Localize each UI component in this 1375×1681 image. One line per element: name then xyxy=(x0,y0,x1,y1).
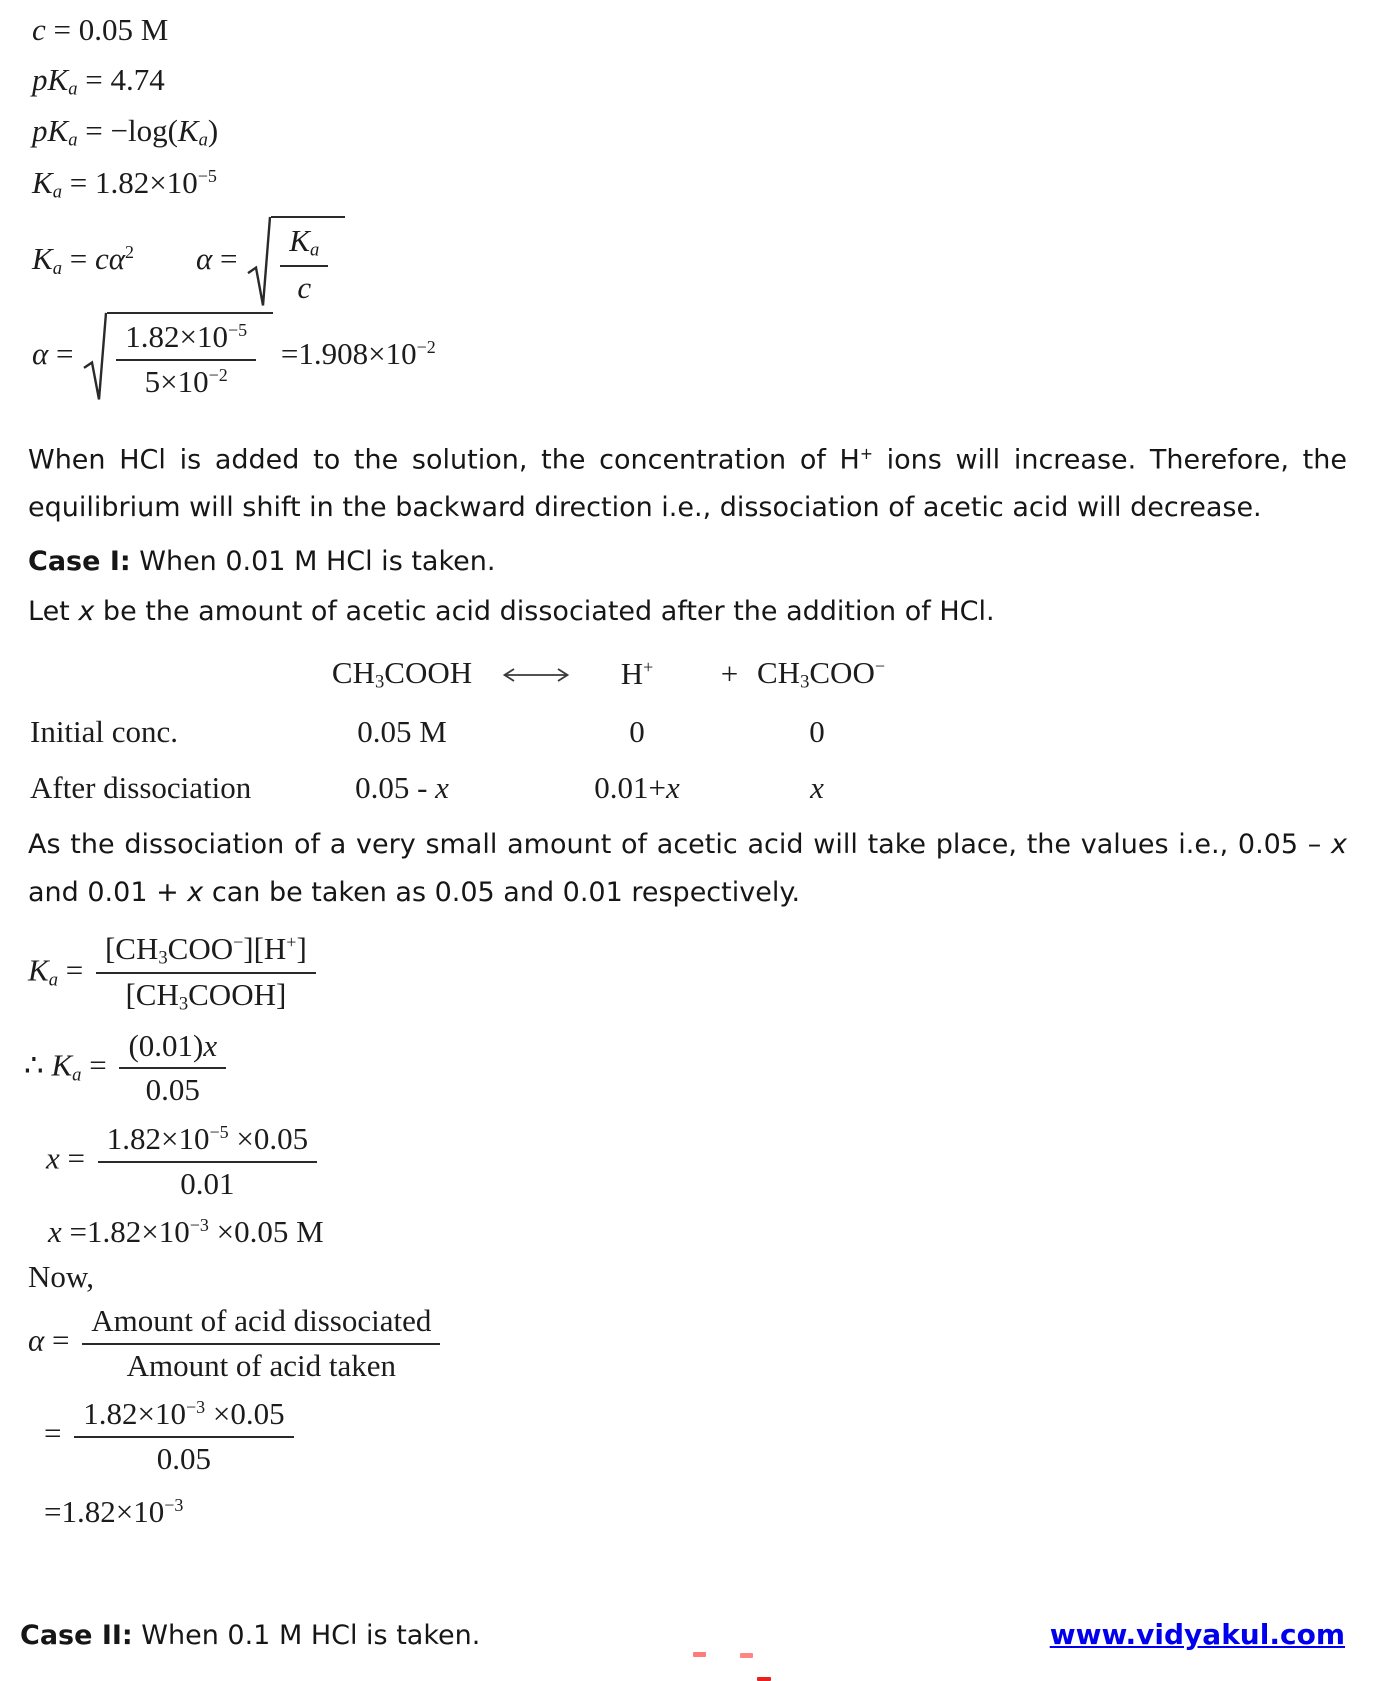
radical-icon xyxy=(83,312,107,402)
table-header-ch3coo-minus: CH3COO− xyxy=(757,654,885,693)
radical-icon xyxy=(247,216,271,308)
text-now: Now, xyxy=(28,1258,95,1294)
formula-ka-substituted: ∴ Ka = $\frac{(0.01)x}{0.05}$ xyxy=(24,1028,1347,1109)
vidyakul-link[interactable]: www.vidyakul.com xyxy=(1049,1618,1345,1651)
formula-alpha-definition: α = $\frac{\text{Amount of acid dissociated}}{\text{Amount of acid taken}}$ xyxy=(28,1303,1347,1384)
table-row2-h-plus: 0.01+x xyxy=(594,770,680,806)
formula-pka-value: pKa = 4.74 xyxy=(32,61,165,100)
formula-ka-alpha-relation: $Ka = c\alpha^2$ α = $\frac{Ka}{c}$ xyxy=(32,216,1347,308)
red-artifact xyxy=(757,1677,771,1681)
formula-x-value: $x =1.82\times 10^{-3} \times 0.05$ M xyxy=(48,1214,324,1250)
table-row1-label: Initial conc. xyxy=(30,713,179,749)
table-row2-ch3cooh: 0.05 - x xyxy=(355,770,449,806)
formula-ka-value: $Ka = 1.82\times 10^{-5}$ xyxy=(32,164,217,203)
table-row1-ch3cooh: 0.05 M xyxy=(357,713,447,749)
paragraph-approximation: As the dissociation of a very small amount of acetic acid will take place, the values i.e., 0.05 – x and 0.01 + x can be taken as 0.05 and 0.01 respectively. xyxy=(28,828,1347,908)
table-header-h-plus: H+ xyxy=(620,655,654,691)
ice-table xyxy=(30,654,1347,806)
formula-alpha-result: $=1.82\times 10^{-3}$ xyxy=(44,1493,184,1529)
line-case-2: Case II: When 0.1 M HCl is taken. xyxy=(20,1620,481,1651)
red-artifact xyxy=(740,1653,753,1658)
equilibrium-arrow-cell xyxy=(492,654,572,693)
table-row2-ch3coo: x xyxy=(810,770,824,806)
table-header-plus-sign: + xyxy=(720,655,739,691)
table-row2-label: After dissociation xyxy=(30,770,252,806)
footer-row xyxy=(20,1614,1345,1658)
red-artifact xyxy=(693,1652,706,1657)
formula-block-top xyxy=(28,10,1347,420)
table-header-ch3cooh: CH3COOH xyxy=(331,654,473,693)
line-case-1: Case I: When 0.01 M HCl is taken. xyxy=(28,546,496,578)
formula-block-bottom xyxy=(24,930,1347,1531)
formula-pka-definition: pKa = −log(Ka) xyxy=(32,113,219,151)
equilibrium-arrow-icon xyxy=(498,665,574,685)
paragraph-equilibrium-shift: When HCl is added to the solution, the concentration of H+ ions will increase. Therefore, the equilibrium will shift in the backward direction i.e., dissociation of acetic acid will decrease. xyxy=(28,443,1347,524)
formula-alpha-calculation: α = $\frac{1.82\times 10^{-5}}{5\times 10^{-2}}$ $=1.908\times 10^{-2}$ xyxy=(32,312,1347,402)
table-row1-ch3coo: 0 xyxy=(809,713,825,749)
table-row1-h-plus: 0 xyxy=(629,713,645,749)
formula-ka-expression: Ka = $\frac{[CH3COO^-][H^+]}{\text{[CH3COOH]}}$ xyxy=(28,931,1347,1016)
formula-concentration: c = 0.05 M xyxy=(32,12,169,47)
formula-x-calculation: x = $\frac{1.82\times 10^{-5} \times 0.05}{0.01}$ xyxy=(46,1121,1347,1202)
formula-alpha-substituted: = $\frac{1.82\times 10^{-3} \times 0.05}{0.05}$ xyxy=(44,1396,1347,1477)
line-let-x: Let x be the amount of acetic acid dissociated after the addition of HCl. xyxy=(28,596,995,628)
